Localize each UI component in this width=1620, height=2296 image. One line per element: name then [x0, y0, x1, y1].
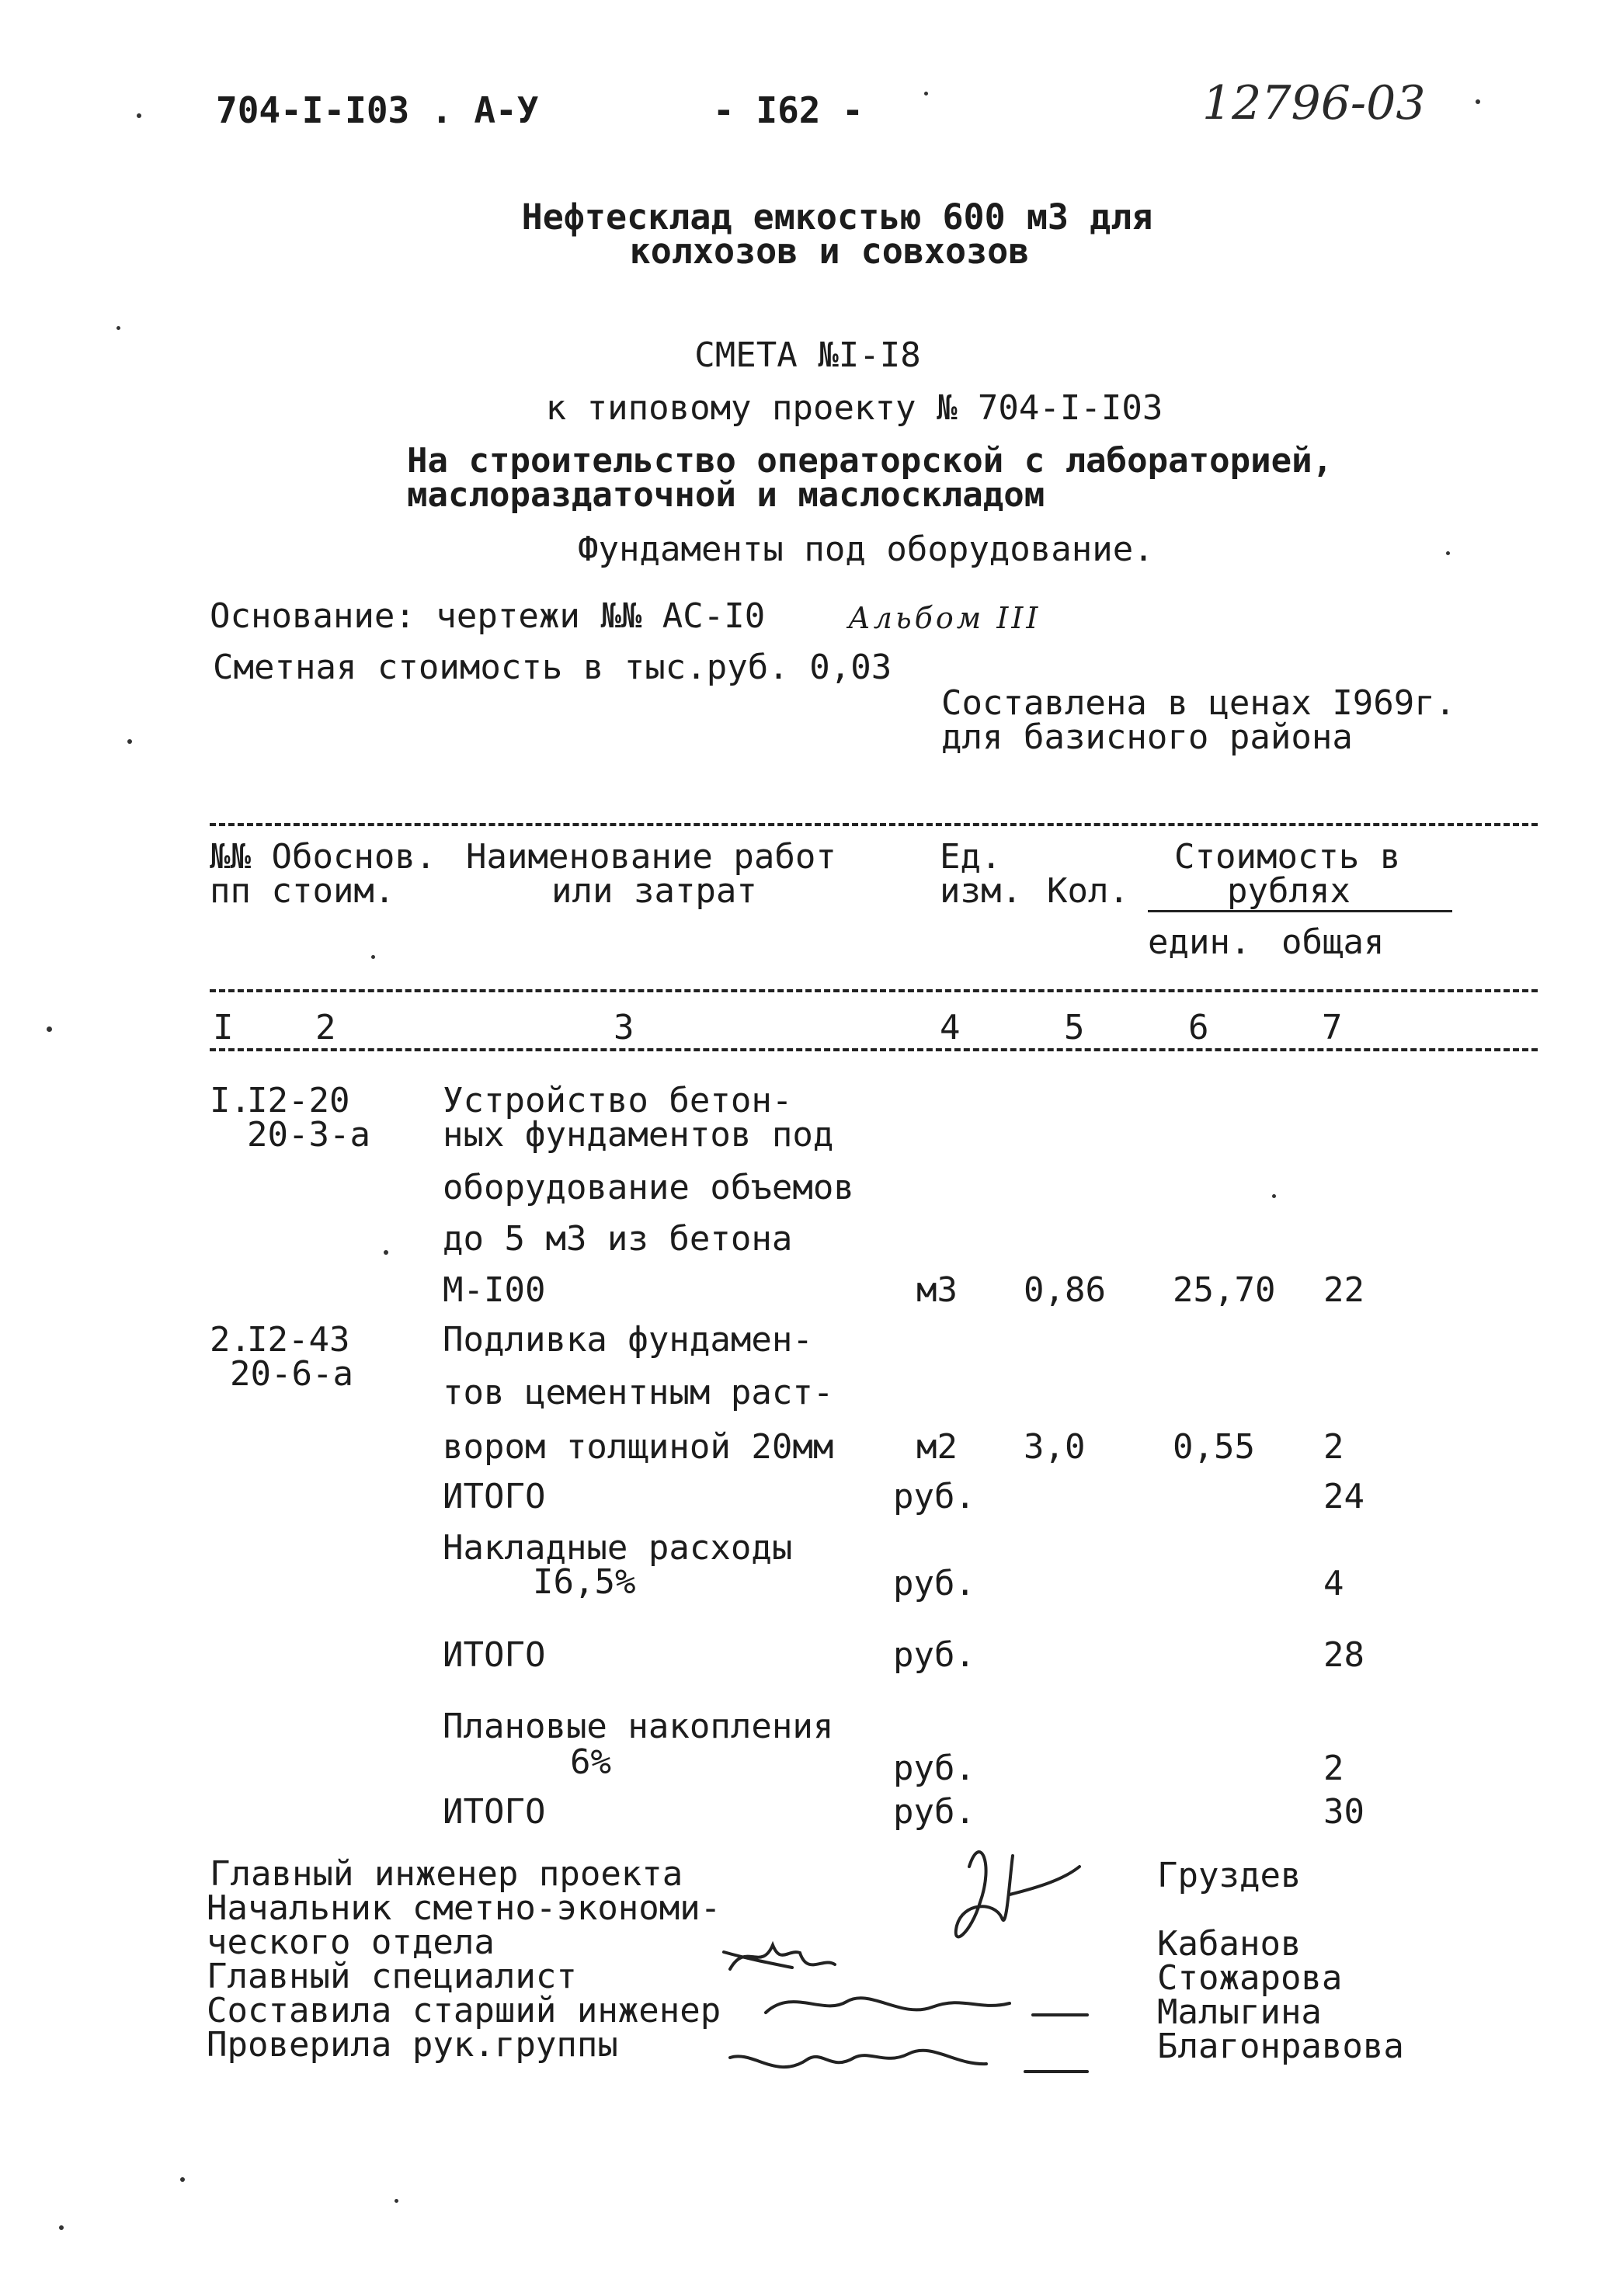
col-header-unit-1: Ед. — [940, 837, 1002, 877]
subtotal-1-total: 24 — [1323, 1477, 1364, 1516]
row1-desc-5: М-I00 — [443, 1270, 546, 1310]
title-line-2: колхозов и совхозов — [629, 231, 1030, 272]
col-header-basis-1: №№ Обоснов. — [210, 837, 436, 877]
role-chief-specialist: Главный специалист — [207, 1957, 577, 1996]
scan-speck — [59, 2225, 64, 2230]
planned-savings-label: Плановые накопления — [443, 1707, 834, 1746]
scan-speck — [116, 326, 120, 330]
page-number: - I62 - — [713, 89, 864, 131]
col-number-3: 3 — [614, 1008, 634, 1047]
archive-number: 12796-03 — [1202, 76, 1426, 130]
name-kabanov: Кабанов — [1157, 1924, 1302, 1964]
planned-savings-total: 2 — [1323, 1749, 1344, 1788]
row2-price: 0,55 — [1173, 1427, 1255, 1467]
row1-price: 25,70 — [1173, 1270, 1276, 1310]
overhead-unit: руб. — [893, 1564, 975, 1603]
row2-desc-1: Подливка фундамен- — [443, 1320, 813, 1360]
signature-scribbles — [0, 0, 1, 1]
smeta-title: СМЕТА №I-I8 — [694, 335, 921, 375]
scan-speck — [395, 2199, 398, 2203]
col-number-5: 5 — [1064, 1008, 1085, 1047]
col-header-cost: Стоимость в — [1174, 837, 1401, 877]
overhead-percent: I6,5% — [533, 1562, 636, 1602]
grand-total-unit: руб. — [893, 1792, 975, 1832]
overhead-total: 4 — [1323, 1564, 1344, 1603]
scan-speck — [127, 739, 132, 744]
col-header-unit-price: един. — [1148, 922, 1251, 962]
scan-speck — [180, 2177, 185, 2182]
grand-total: 30 — [1323, 1792, 1364, 1832]
basis-text: Основание: чертежи №№ АС-I0 — [210, 596, 766, 636]
scan-speck — [1476, 99, 1480, 104]
col-number-6: 6 — [1188, 1008, 1209, 1047]
estimated-cost: Сметная стоимость в тыс.руб. 0,03 — [213, 648, 892, 687]
table-number-rule — [210, 1048, 1538, 1051]
role-group-lead: Проверила рук.группы — [207, 2025, 618, 2065]
scan-speck — [1446, 551, 1450, 555]
name-stozharova: Стожарова — [1157, 1958, 1343, 1998]
subject: Фундаменты под оборудование. — [578, 530, 1154, 569]
prices-line-1: Составлена в ценах I969г. — [941, 683, 1456, 723]
subtotal-2-total: 28 — [1323, 1635, 1364, 1675]
col-number-7: 7 — [1322, 1008, 1343, 1047]
scan-speck — [371, 955, 375, 959]
table-mid-rule — [210, 989, 1538, 992]
row2-desc-2: тов цементным раст- — [443, 1373, 834, 1412]
subtotal-1-label: ИТОГО — [443, 1477, 546, 1516]
row1-desc-4: до 5 м3 из бетона — [443, 1219, 793, 1259]
row1-desc-2: ных фундаментов под — [443, 1115, 834, 1155]
row1-unit: м3 — [916, 1270, 958, 1310]
subtotal-2-unit: руб. — [893, 1635, 975, 1675]
row1-qty: 0,86 — [1024, 1270, 1106, 1310]
row1-desc-1: Устройство бетон- — [443, 1081, 793, 1120]
role-senior-engineer: Составила старший инженер — [207, 1991, 721, 2030]
col-header-qty: Кол. — [1047, 871, 1129, 911]
row2-code-2: 20-6-а — [230, 1354, 353, 1394]
col-header-name-1: Наименование работ — [466, 837, 836, 877]
title-line-1: Нефтесклад емкостью 600 м3 для — [521, 196, 1153, 238]
album-note: Альбом III — [848, 601, 1041, 635]
col-header-name-2: или затрат — [551, 871, 757, 911]
row1-desc-3: оборудование объемов — [443, 1168, 854, 1207]
scan-speck — [47, 1026, 52, 1032]
overhead-label: Накладные расходы — [443, 1528, 793, 1568]
row2-total: 2 — [1323, 1427, 1344, 1467]
purpose-line-1: На строительство операторской с лабораторией, — [407, 441, 1333, 481]
name-gruzdev: Груздев — [1157, 1856, 1302, 1895]
scan-speck — [1272, 1194, 1276, 1198]
row2-code-1: I2-43 — [247, 1320, 350, 1360]
subtotal-2-label: ИТОГО — [443, 1635, 546, 1675]
scan-speck — [137, 113, 141, 118]
col-number-2: 2 — [315, 1008, 336, 1047]
row2-number: 2. — [210, 1320, 251, 1360]
project-reference: к типовому проекту № 704-I-I03 — [545, 388, 1163, 428]
role-chief-engineer: Главный инженер проекта — [210, 1854, 683, 1894]
row1-code-2: 20-3-а — [247, 1115, 370, 1155]
cost-underline — [1148, 910, 1452, 912]
planned-savings-percent: 6% — [570, 1742, 611, 1782]
row2-unit: м2 — [916, 1427, 958, 1467]
grand-total-label: ИТОГО — [443, 1792, 546, 1832]
role-department-head-2: ческого отдела — [207, 1923, 495, 1962]
col-number-1: I — [213, 1008, 234, 1047]
scan-speck — [384, 1250, 388, 1255]
row1-number: I. — [210, 1081, 251, 1120]
prices-line-2: для базисного района — [941, 717, 1353, 757]
document-code: 704-I-I03 . А-У — [216, 89, 539, 131]
col-number-4: 4 — [940, 1008, 961, 1047]
purpose-line-2: маслораздаточной и маслоскладом — [407, 475, 1045, 515]
name-malygina: Малыгина — [1157, 1992, 1322, 2032]
row1-total: 22 — [1323, 1270, 1364, 1310]
row1-code-1: I2-20 — [247, 1081, 350, 1120]
subtotal-1-unit: руб. — [893, 1477, 975, 1516]
row2-qty: 3,0 — [1024, 1427, 1086, 1467]
scan-speck — [924, 92, 928, 96]
col-header-rubles: рублях — [1227, 871, 1351, 911]
col-header-basis-2: пп стоим. — [210, 871, 395, 911]
table-top-rule — [210, 823, 1538, 826]
role-department-head: Начальник сметно-экономи- — [207, 1888, 721, 1928]
planned-savings-unit: руб. — [893, 1749, 975, 1788]
col-header-total: общая — [1281, 922, 1385, 962]
row2-desc-3: вором толщиной 20мм — [443, 1427, 834, 1467]
name-blagonravova: Благонравова — [1157, 2027, 1404, 2066]
col-header-unit-2: изм. — [940, 871, 1022, 911]
